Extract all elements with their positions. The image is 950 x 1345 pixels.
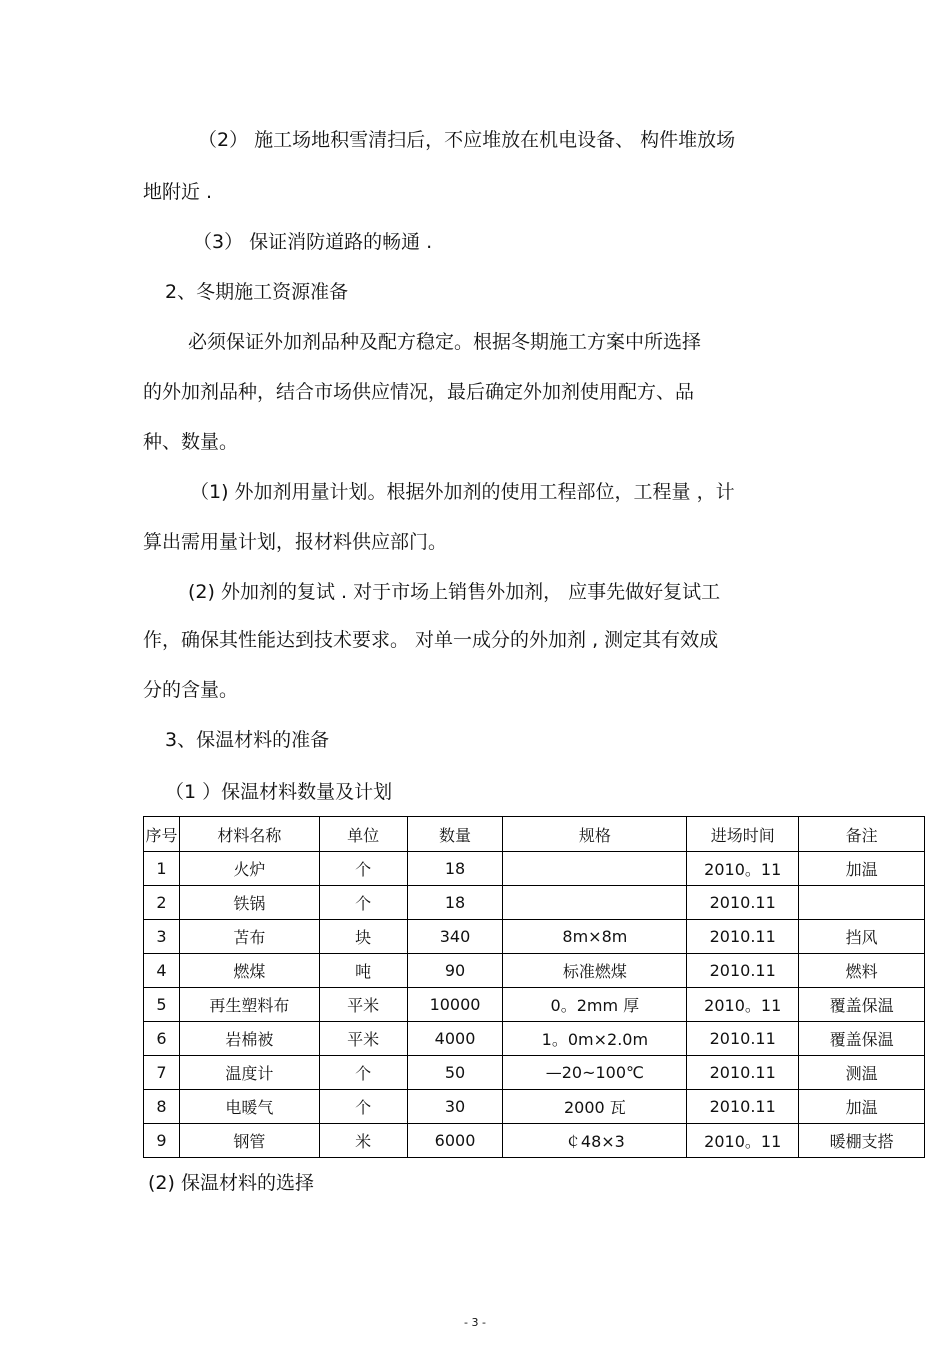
table-cell: 2000 瓦 [503, 1090, 687, 1124]
table-cell: 2010。11 [687, 1124, 799, 1158]
table-cell: 覆盖保温 [799, 1022, 925, 1056]
table-cell: 2010。11 [687, 988, 799, 1022]
table-cell: 2010.11 [687, 1056, 799, 1090]
table-cell: 18 [407, 852, 503, 886]
table-cell: 个 [319, 1090, 407, 1124]
table-cell: 8m×8m [503, 920, 687, 954]
table-row [144, 1124, 925, 1158]
table-row [144, 920, 925, 954]
table-cell: 2 [144, 886, 180, 920]
table-cell: 340 [407, 920, 503, 954]
table-cell: 0。2mm 厚 [503, 988, 687, 1022]
table-cell: 岩棉被 [179, 1022, 319, 1056]
table-cell [799, 886, 925, 920]
paragraph-3: 必须保证外加剂品种及配方稳定。根据冬期施工方案中所选择 [188, 331, 702, 353]
header-cell: 规格 [503, 817, 687, 852]
table-row [144, 988, 925, 1022]
table-cell: 暖棚支搭 [799, 1124, 925, 1158]
paragraph-5: (2) 外加剂的复试 . 对于市场上销售外加剂， 应事先做好复试工 [188, 581, 721, 603]
table-row [144, 852, 925, 886]
table-cell: 4000 [407, 1022, 503, 1056]
table-cell: 2010.11 [687, 954, 799, 988]
table-cell: 个 [319, 1056, 407, 1090]
table-row [144, 1090, 925, 1124]
table-cell: 钢管 [179, 1124, 319, 1158]
table-cell: 米 [319, 1124, 407, 1158]
page-number: - 3 - [464, 1316, 486, 1329]
table-cell: 50 [407, 1056, 503, 1090]
table-cell: 30 [407, 1090, 503, 1124]
table-cell: 10000 [407, 988, 503, 1022]
table-cell: 18 [407, 886, 503, 920]
header-cell: 备注 [799, 817, 925, 852]
header-cell: 进场时间 [687, 817, 799, 852]
table-cell: 挡风 [799, 920, 925, 954]
table-cell: —20~100℃ [503, 1056, 687, 1090]
table-cell: 标准燃煤 [503, 954, 687, 988]
table-cell: 90 [407, 954, 503, 988]
table-cell: 2010。11 [687, 852, 799, 886]
table-cell: 2010.11 [687, 886, 799, 920]
subheading-2: (2) 保温材料的选择 [148, 1172, 314, 1194]
paragraph-1: （2） 施工场地积雪清扫后，不应堆放在机电设备、 构件堆放场 [198, 129, 736, 151]
table-cell: 1 [144, 852, 180, 886]
table-cell: ￠48×3 [503, 1124, 687, 1158]
table-cell: 电暖气 [179, 1090, 319, 1124]
paragraph-3-cont1: 的外加剂品种，结合市场供应情况，最后确定外加剂使用配方、品 [143, 381, 695, 403]
table-cell: 2010.11 [687, 920, 799, 954]
table-header-row [144, 817, 925, 852]
table-cell: 燃料 [799, 954, 925, 988]
table-cell: 平米 [319, 1022, 407, 1056]
table-cell [503, 886, 687, 920]
table-row [144, 1022, 925, 1056]
table-row [144, 886, 925, 920]
header-cell: 单位 [319, 817, 407, 852]
table-cell: 苫布 [179, 920, 319, 954]
paragraph-2: （3） 保证消防道路的畅通 . [193, 231, 433, 253]
table-cell: 温度计 [179, 1056, 319, 1090]
table-cell: 覆盖保温 [799, 988, 925, 1022]
materials-table [143, 816, 925, 1158]
table-cell: 5 [144, 988, 180, 1022]
table-cell [503, 852, 687, 886]
paragraph-4-cont: 算出需用量计划，报材料供应部门。 [143, 531, 448, 553]
section-heading-3: 3、保温材料的准备 [165, 729, 330, 751]
table-cell: 8 [144, 1090, 180, 1124]
paragraph-1-cont: 地附近 . [143, 181, 213, 203]
table-cell: 个 [319, 886, 407, 920]
table-cell: 再生塑料布 [179, 988, 319, 1022]
table-cell: 6 [144, 1022, 180, 1056]
table-cell: 3 [144, 920, 180, 954]
table-cell: 个 [319, 852, 407, 886]
section-heading-2: 2、冬期施工资源准备 [165, 281, 349, 303]
table-cell: 2010.11 [687, 1022, 799, 1056]
paragraph-3-cont2: 种、数量。 [143, 431, 239, 453]
table-cell: 燃煤 [179, 954, 319, 988]
paragraph-4: （1) 外加剂用量计划。根据外加剂的使用工程部位，工程量 ，计 [190, 481, 735, 503]
table-cell: 7 [144, 1056, 180, 1090]
table-cell: 加温 [799, 1090, 925, 1124]
table-cell: 4 [144, 954, 180, 988]
table-cell: 平米 [319, 988, 407, 1022]
table-row [144, 1056, 925, 1090]
table-cell: 铁锅 [179, 886, 319, 920]
table-row [144, 954, 925, 988]
header-cell: 序号 [144, 817, 180, 852]
table-cell: 加温 [799, 852, 925, 886]
table-cell: 块 [319, 920, 407, 954]
table-cell: 火炉 [179, 852, 319, 886]
table-cell: 6000 [407, 1124, 503, 1158]
table-cell: 吨 [319, 954, 407, 988]
table-cell: 1。0m×2.0m [503, 1022, 687, 1056]
table-cell: 测温 [799, 1056, 925, 1090]
table-cell: 9 [144, 1124, 180, 1158]
table-cell: 2010.11 [687, 1090, 799, 1124]
subheading-1: （1 ）保温材料数量及计划 [165, 781, 393, 803]
paragraph-5-cont2: 分的含量。 [143, 679, 239, 701]
paragraph-5-cont1: 作，确保其性能达到技术要求。 对单一成分的外加剂 , 测定其有效成 [143, 629, 719, 651]
header-cell: 数量 [407, 817, 503, 852]
header-cell: 材料名称 [179, 817, 319, 852]
